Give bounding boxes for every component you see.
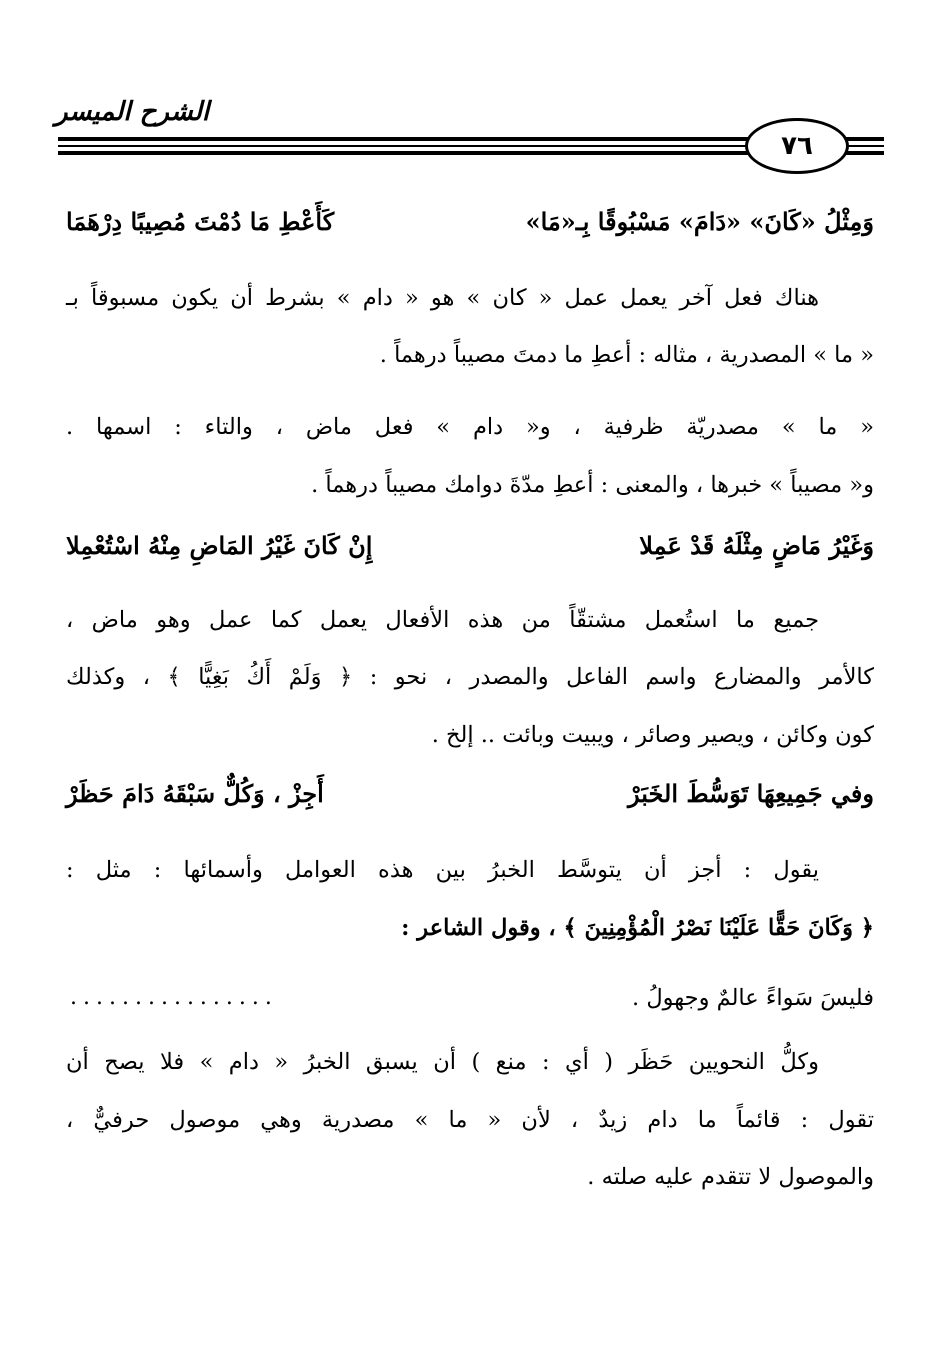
verse-1-first-hemistich: وَمِثْلُ «كَانَ» «دَامَ» مَسْبُوقًا بِـ«مَا» (525, 207, 874, 236)
page-number: ٧٦ (745, 118, 849, 174)
para-4-line-2: ﴿ وَكَانَ حَقًّا عَلَيْنَا نَصْرُ الْمُؤْمِنِينَ ﴾ ، وقول الشاعر : (401, 915, 874, 941)
para-1-line-2: « ما » المصدرية ، مثاله : أعطِ ما دمتَ مصيباً درهماً . (379, 342, 874, 368)
para-5-line-2: تقول : قائماً ما دام زيدٌ ، لأن « ما » مصدرية وهي موصول حرفيٌّ ، (66, 1107, 874, 1133)
poem-ellipsis: ................ (70, 985, 278, 1010)
verse-2-second-hemistich: إِنْ كَانَ غَيْرُ المَاضِ مِنْهُ اسْتُعْمِلا (66, 531, 373, 560)
para-2-line-1: « ما » مصدريّة ظرفية ، و« دام » فعل ماض ، والتاء : اسمها . (66, 414, 874, 440)
para-2-line-2: و« مصيباً » خبرها ، والمعنى : أعطِ مدّةَ دوامك مصيباً درهماً . (311, 472, 874, 498)
book-title: الشرح الميسر (55, 97, 210, 127)
verse-1 (66, 200, 874, 244)
verse-2-first-hemistich: وَغَيْرُ مَاضٍ مِثْلَهُ قَدْ عَمِلا (639, 531, 874, 560)
verse-3-second-hemistich: أَجِزْ ، وَكُلٌّ سَبْقَهُ دَامَ حَظَرْ (66, 779, 324, 808)
poem-hemistich: فليسَ سَواءً عالمٌ وجهولُ . (632, 985, 874, 1011)
para-4-line-1: يقول : أجز أن يتوسَّط الخبرُ بين هذه العوامل وأسمائها : مثل : (66, 857, 819, 883)
para-1-line-1: هناك فعل آخر يعمل عمل « كان » هو « دام » بشرط أن يكون مسبوقاً بـ (66, 285, 819, 311)
para-3-line-2: كالأمر والمضارع واسم الفاعل والمصدر ، نحو : ﴿ وَلَمْ أَكُ بَغِيًّا ﴾ ، وكذلك (66, 664, 874, 690)
verse-3 (66, 772, 874, 816)
verse-3-first-hemistich: وفي جَمِيعِهَا تَوَسُّطَ الخَبَرْ (628, 779, 874, 808)
para-5-line-3: والموصول لا تتقدم عليه صلته . (587, 1164, 874, 1190)
verse-2 (66, 524, 874, 568)
para-5-line-1: وكلُّ النحويين حَظَر ( أي : منع ) أن يسبق الخبرُ « دام » فلا يصح أن (66, 1049, 819, 1075)
verse-1-second-hemistich: كَأَعْطِ مَا دُمْتَ مُصِيبًا دِرْهَمَا (66, 207, 335, 236)
para-3-line-1: جميع ما استُعمل مشتقّاً من هذه الأفعال يعمل كما عمل وهو ماض ، (66, 607, 819, 633)
para-3-line-3: كون وكائن ، ويصير وصائر ، ويبيت وبائت .. إلخ . (431, 722, 874, 748)
